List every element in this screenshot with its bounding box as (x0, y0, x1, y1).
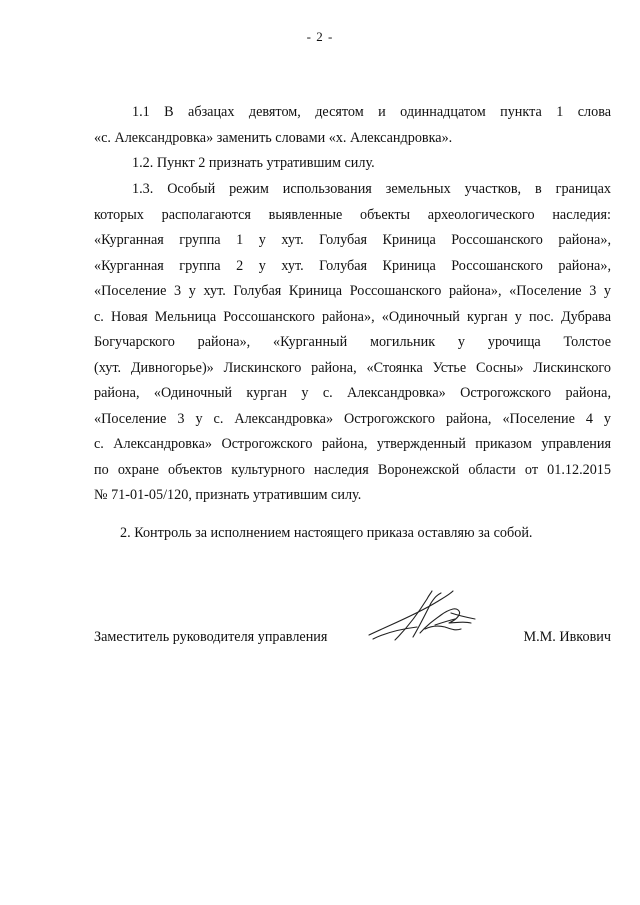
paragraph-line: Богучарского района», «Курганный могильник у урочища Толстое (94, 334, 611, 350)
paragraph-line: 1.1 В абзацах девятом, десятом и одиннадцатом пункта 1 слова (132, 104, 611, 120)
paragraph-1-1 (94, 100, 611, 151)
paragraph-line: 1.3. Особый режим использования земельных участков, в границах (132, 181, 611, 197)
paragraph-line: (хут. Дивногорье)» Лискинского района, «Стоянка Устье Сосны» Лискинского (94, 359, 611, 376)
paragraph-line: «Курганная группа 2 у хут. Голубая Криница Россошанского района», (94, 257, 611, 274)
paragraph-line: «Курганная группа 1 у хут. Голубая Криница Россошанского района», (94, 232, 611, 248)
signatory-title: Заместитель руководителя управления (94, 629, 328, 645)
paragraph-line: с. Александровка» Острогожского района, утвержденный приказом управления (94, 436, 611, 452)
paragraph-line: 1.2. Пункт 2 признать утратившим силу. (132, 155, 375, 171)
paragraph-1-2 (94, 151, 611, 177)
paragraph-1-3 (94, 177, 611, 509)
paragraph-line: района, «Одиночный курган у с. Александровка» Острогожского района, (94, 385, 611, 401)
paragraph-line: которых располагаются выявленные объекты археологического наследия: (94, 206, 611, 223)
signatory-name: М.М. Ивкович (523, 629, 611, 645)
paragraph-line: «с. Александровка» заменить словами «х. Александровка». (94, 129, 453, 146)
signature-block (94, 622, 611, 652)
paragraph-line: № 71-01-05/120, признать утратившим силу. (94, 487, 362, 503)
paragraph-2 (94, 521, 611, 547)
paragraph-line: «Поселение 3 у с. Александровка» Острогожского района, «Поселение 4 у (94, 410, 611, 427)
paragraph-line: 2. Контроль за исполнением настоящего приказа оставляю за собой. (120, 525, 533, 541)
paragraph-line: с. Новая Мельница Россошанского района», «Одиночный курган у пос. Дубрава (94, 308, 611, 325)
paragraph-line: по охране объектов культурного наследия Воронежской области от 01.12.2015 (94, 461, 611, 478)
paragraph-line: «Поселение 3 у хут. Голубая Криница Россошанского района», «Поселение 3 у (94, 283, 611, 299)
page-number: - 2 - (306, 29, 334, 44)
